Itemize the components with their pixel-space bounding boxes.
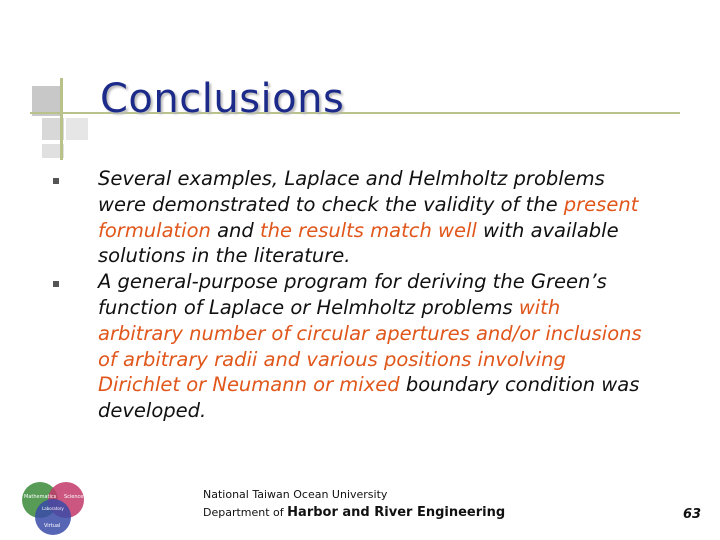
logo-text: Virtual — [44, 523, 61, 529]
footer-university: National Taiwan Ocean University — [203, 488, 388, 501]
bullet-text — [98, 269, 648, 424]
lab-logo — [20, 480, 86, 536]
footer-department — [203, 505, 505, 520]
bullet-highlight: present formulation — [98, 192, 639, 242]
page-number: 63 — [683, 507, 702, 522]
bullet-item — [48, 166, 648, 269]
logo-text: Laboratory — [42, 506, 64, 511]
bullet-square-icon — [53, 178, 59, 184]
bullet-item — [48, 269, 648, 424]
decorative-square — [66, 118, 88, 140]
decorative-vertical-line — [60, 78, 63, 160]
logo-text: Science — [64, 494, 84, 500]
bullet-segment: boundary condition was developed. — [98, 373, 640, 423]
bullet-highlight: with arbitrary number of circular apertures and/or inclusions of arbitrary radii and various positions involving Dirichlet or Neumann or mixed — [98, 295, 642, 397]
footer-dept-name: Harbor and River Engineering — [287, 505, 506, 520]
bullet-segment: Several examples, Laplace and Helmholtz problems were demonstrated to check the validity of the — [98, 167, 605, 216]
logo-circle-blue — [35, 499, 71, 535]
footer-dept-prefix: Department of — [203, 506, 284, 519]
bullet-text — [98, 166, 648, 269]
bullet-highlight: the results match well — [259, 218, 477, 242]
bullet-list — [48, 166, 648, 424]
bullet-segment: with available solutions in the literature. — [98, 218, 619, 268]
bullet-segment: and — [210, 218, 260, 242]
bullet-square-icon — [53, 281, 59, 287]
slide-title: Conclusions — [100, 76, 345, 122]
logo-text: Mathematics — [24, 494, 57, 500]
bullet-segment: A general-purpose program for deriving the Green’s function of Laplace or Helmholtz problems — [98, 270, 607, 319]
